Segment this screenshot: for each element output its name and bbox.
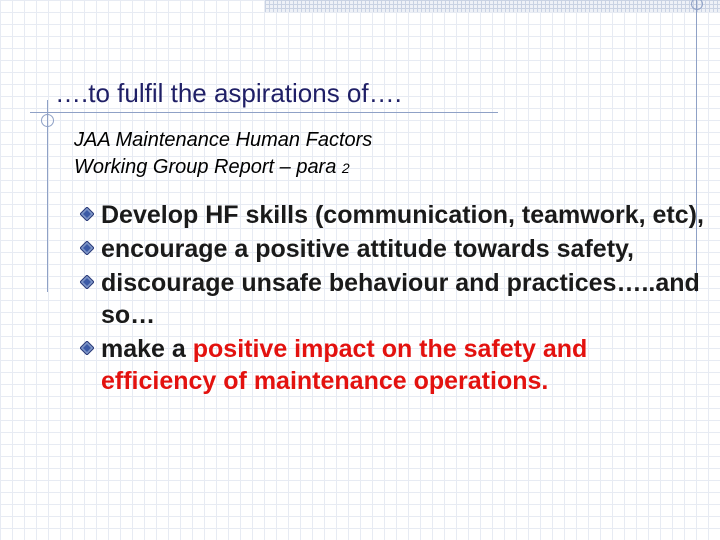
subtitle-line-1: JAA Maintenance Human Factors	[74, 129, 373, 151]
diamond-bullet-icon	[80, 241, 94, 255]
bullet-text: discourage unsafe behaviour and practices…..and so…	[101, 269, 700, 329]
title-underline	[30, 112, 498, 113]
slide-subtitle	[74, 127, 372, 182]
bullet-text: Develop HF skills (communication, teamwork, etc),	[101, 201, 704, 229]
bullet-text: encourage a positive attitude towards safety,	[101, 235, 635, 263]
list-item	[78, 199, 708, 231]
diamond-bullet-icon	[80, 341, 94, 355]
bullet-list	[78, 199, 708, 399]
list-item	[78, 233, 708, 265]
top-pattern-band	[265, 0, 720, 12]
list-item	[78, 267, 708, 331]
subtitle-line-2-text: Working Group Report – para	[74, 156, 337, 178]
bullet-text: make a	[101, 335, 193, 363]
subtitle-line-2	[74, 154, 372, 182]
slide-title: ….to fulfil the aspirations of….	[55, 78, 402, 108]
diamond-bullet-icon	[80, 275, 94, 289]
left-vertical-line	[47, 100, 48, 292]
left-circle-ornament	[41, 114, 54, 127]
subtitle-para-number: 2	[341, 160, 350, 176]
diamond-bullet-icon	[80, 207, 94, 221]
list-item	[78, 333, 708, 397]
bullet-highlight-text: positive impact on the safety and efficiency of maintenance operations.	[101, 335, 588, 395]
